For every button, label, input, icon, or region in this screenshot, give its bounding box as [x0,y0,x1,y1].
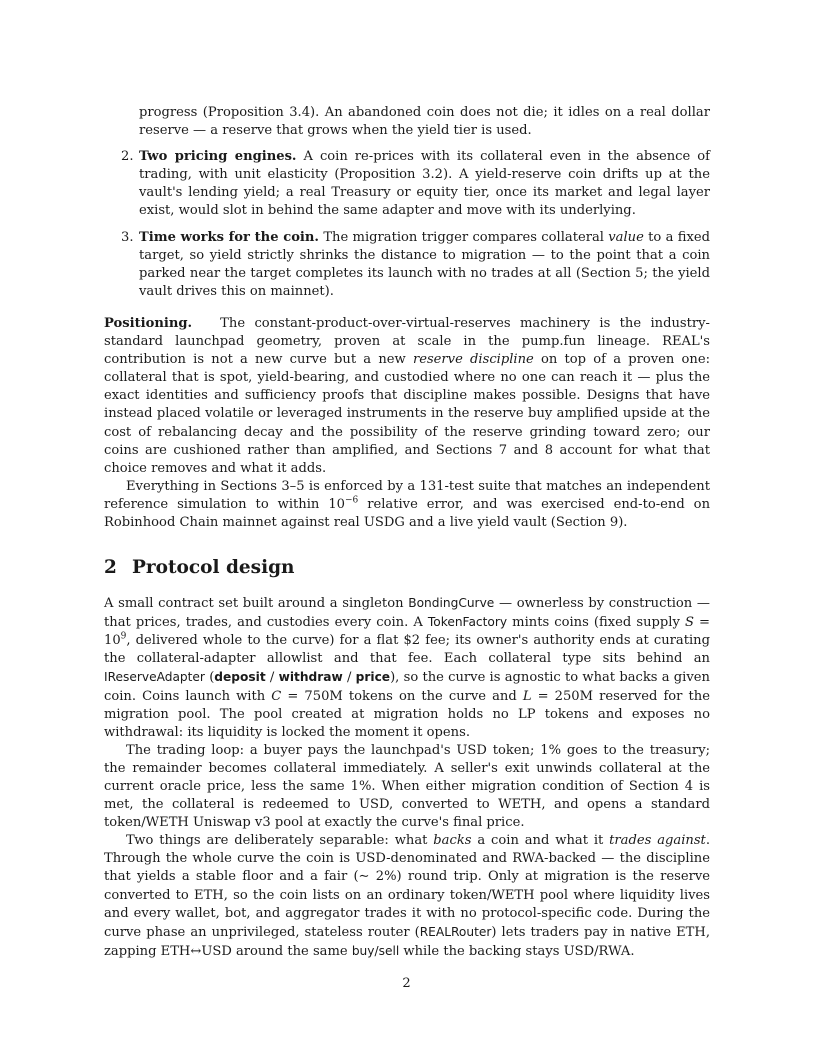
design-p1-text: = 250M reserved for the migration pool. The pool created at migration holds no LP tokens and exposes no withdrawal: its liquidity is locked the moment it opens. [104,688,710,740]
design-p3-text: . Through the whole curve the coin is USD-denominated and RWA-backed — the discipline that yields a stable floor and a fair (∼ 2%) round trip. Only at migration is the reserve converted to ETH, so the coin lists on an ordinary token/WETH pool where liquidity lives and every wallet, bot, and aggregator trades it with no protocol-specific code. During the curve phase an unprivileged, stateless router ( [104,833,710,940]
page-number: 2 [402,976,411,991]
bonding-curve-code: BondingCurve [408,596,495,611]
section-number: 2 [104,557,117,579]
list-item-3 [104,229,710,301]
positioning-text-b: on top of a proven one: collateral that is spot, yield-bearing, and custodied where no one can reach it — plus the exact identities and sufficiency proofs that discipline makes possible. Designs that have instead placed volatile or leveraged instruments in the reserve buy amplified upside at the cost of rebalancing decay and the possibility of the reserve grinding toward zero; our coins are cushioned rather than amplified, and Sections 7 and 8 account for what that choice removes and what it adds. [104,352,710,476]
positioning-text-a: The constant-product-over-virtual-reserves machinery is the industry-standard launchpad geometry, proven at scale in the pump.fun lineage. REAL's contribution is not a new curve but a new [104,315,710,368]
design-paragraph-2: The trading loop: a buyer pays the launchpad's USD token; 1% goes to the treasury; the remainder becomes collateral immediately. A seller's exit unwinds collateral at the current oracle price, less the same 1%. When either migration condition of Section 4 is met, the collateral is redeemed to USD, converted to WETH, and opens a standard token/WETH Uniswap v3 pool at exactly the curve's final price. [104,742,710,831]
design-p1-text: / [269,670,275,686]
list-item-3-text-a: The migration trigger compares collateral [323,229,604,245]
math-exp-9: 9 [120,631,127,642]
design-p1-text: A small contract set built around a singleton [104,596,404,612]
design-p3-text: while the backing stays USD/RWA. [403,943,635,959]
router-code: REALRouter [419,924,492,939]
math-eq: = 10 [104,615,711,649]
tests-text-b: relative error, and was exercised end-to-end on Robinhood Chain mainnet against real USDG and a live yield vault (Section 9). [104,496,710,530]
design-paragraph-3 [104,832,710,961]
design-p3-text: a coin and what it [477,833,604,849]
section-title: Protocol design [132,557,295,579]
math-S: S [684,615,694,631]
buy-sell-code: buy/sell [351,943,400,958]
trades-against-emphasis: trades against [609,833,706,849]
design-p1-text: , delivered whole to the curve) for a flat $2 fee; its owner's authority ends at curating the collateral-adapter allowlist and that fee. Each collateral type sits behind an [104,633,710,667]
design-p1-text: / [347,670,352,686]
list-item-3-emphasis: value [608,229,644,245]
positioning-heading: Positioning. [104,315,193,331]
list-item-3-heading: Time works for the coin. [139,229,319,245]
list-item-3-text-b: to a fixed target, so yield strictly shrinks the distance to migration — to the point that a coin parked near the target completes its launch with no trades at all (Section 5; the yield vault drives this on mainnet). [139,229,710,299]
price-code: price [355,670,391,685]
design-p1-text: ), so the curve is agnostic to what backs a given coin. Coins launch with [104,670,710,704]
design-p1-text: — ownerless by construction — that prices, trades, and custodies every coin. A [104,596,710,631]
design-p1-text: = 750M tokens on the curve and [287,688,517,704]
list-item-2-number: 2. [121,149,134,165]
design-p3-text: ) lets traders pay in native ETH, zapping ETH↔USD around the same [104,924,710,959]
reserve-adapter-code: IReserveAdapter [104,670,205,685]
list-item-1-text: progress (Proposition 3.4). An abandoned coin does not die; it idles on a real dollar reserve — a reserve that grows when the yield tier is used. [139,105,710,139]
positioning-paragraph [104,315,710,478]
design-p3-text: Two things are deliberately separable: what [126,833,428,849]
math-L: L [522,688,532,704]
deposit-code: deposit [214,670,266,685]
list-item-2-text: A coin re-prices with its collateral even in the absence of trading, with unit elasticity (Proposition 3.2). A yield-reserve coin drifts up at the vault's lending yield; a real Treasury or equity tier, once its market and legal layer exist, would slot in behind the same adapter and move with its underlying. [139,149,710,219]
list-item-2 [104,148,710,220]
page-body [104,104,710,961]
design-p1-text: ( [209,670,215,686]
list-item-2-heading: Two pricing engines. [139,149,297,165]
list-item-1-continuation [104,104,710,140]
backs-emphasis: backs [433,833,472,849]
design-paragraph-1 [104,594,710,742]
list-item-3-number: 3. [121,229,134,245]
tests-paragraph [104,478,710,532]
tests-text-a: Everything in Sections 3–5 is enforced by a 131-test suite that matches an independent reference simulation to within 10 [104,478,710,512]
tests-exponent: −6 [344,495,359,506]
design-p1-text: mints coins (fixed supply [512,615,680,631]
section-heading [104,556,710,580]
withdraw-code: withdraw [278,670,343,685]
token-factory-code: TokenFactory [427,615,508,630]
math-C: C [271,688,282,704]
positioning-emphasis: reserve discipline [412,352,534,368]
